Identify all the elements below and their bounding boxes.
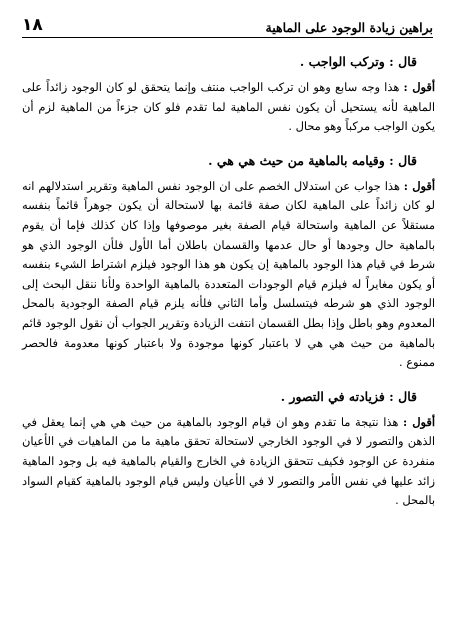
paragraph-label-3: أقول : — [403, 414, 435, 429]
paragraph-2 — [22, 177, 435, 373]
section-heading-1: قال : وتركب الواجب . — [299, 54, 417, 69]
paragraph-text-1: هذا وجه سابع وهو ان تركب الواجب منتف وإنما يتحقق لو كان الوجود زائداً على الماهية لأنه يستحيل أن يكون نفس الماهية لما تقدم فلو كان جزءاً من الماهية لزم أن يكون الواجب مركباً وهو محال . — [22, 80, 435, 134]
paragraph-label-2: أقول : — [403, 178, 435, 193]
section-heading-3: قال : فزيادته في التصور . — [280, 388, 417, 404]
page-number: ١٨ — [22, 15, 43, 35]
page-header — [22, 8, 433, 38]
paragraph-text-3: هذا نتيجة ما تقدم وهو ان قيام الوجود بالماهية من حيث هي هي إنما يعقل في الذهن والتصور لا في الوجود الخارجي لاستحالة تحقق ماهية ما من الماهيات في الأعيان منفردة عن الوجود فكيف تتحقق الزيادة في الخارج والقيام بالماهية فيه بل وجود الماهية زائد عليها في نفس الأمر والتصور لا في الأعيان وليس قيام الوجود بالماهية كقيام السواد بالمحل . — [22, 414, 435, 508]
running-title: براهين زيادة الوجود على الماهية — [265, 19, 433, 35]
paragraph-label-1: أقول : — [403, 80, 435, 94]
section-heading-2: قال : وقيامه بالماهية من حيث هي هي . — [208, 152, 417, 168]
paragraph-3 — [22, 413, 435, 511]
page-body — [22, 52, 435, 525]
paragraph-1 — [22, 78, 435, 137]
paragraph-text-2: هذا جواب عن استدلال الخصم على ان الوجود نفس الماهية وتقرير استدلالهم انه لو كان زائداً على الماهية لكان صفة قائمة بها لاستحالة أن يكون جوهراً قائماً بنفسه مستقلاً عن الماهية واستحالة قيام الصفة بغير موصوفها وإذا كان كذلك فإما أن يقوم بالماهية حال وجودها أو حال عدمها والقسمان باطلان أما الأول فلأن الوجود الذي هو شرط في قيام هذا الوجود بالماهية إن يكون هو هذا الوجود فيلزم اشتراط الشيء بنفسه أو يكون مغايراً له فيلزم قيام الوجودات المتعددة بالماهية الواحدة ولأنا ننقل البحث إلى الوجود الذي هو شرطه فيتسلسل وأما الثاني فلأنه يلزم قيام الصفة الوجودية بالمحل المعدوم وهو باطل وإذا بطل القسمان انتفت الزيادة وتقرير الجواب أن نقول الوجود قائم بالماهية من حيث هي هي لا باعتبار كونها موجودة ولا باعتبار كونها معدومة فالحصر ممنوع . — [22, 178, 435, 370]
